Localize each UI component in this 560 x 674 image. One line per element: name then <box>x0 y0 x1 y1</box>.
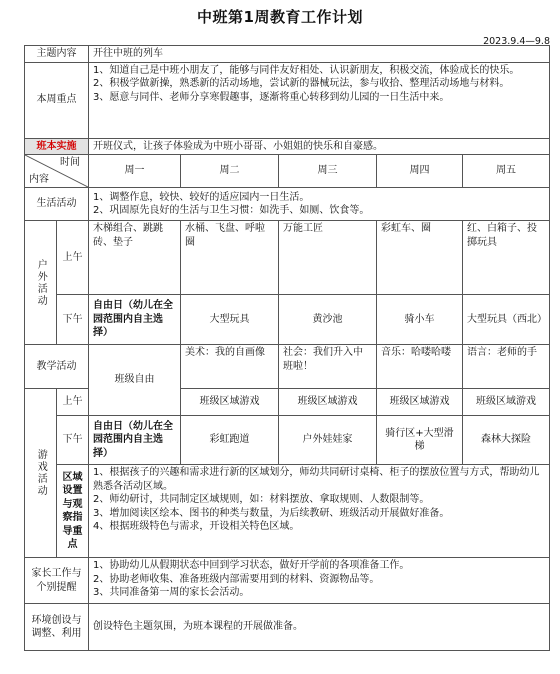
teaching-cell: 音乐：哈喽哈喽 <box>377 345 463 389</box>
focus-label: 本周重点 <box>25 62 89 138</box>
guide-item: 4、根据班级特色与需求，开设相关特色区域。 <box>93 521 300 532</box>
days-header-row <box>25 155 550 188</box>
life-activity-row <box>25 188 550 221</box>
outdoor-am-cell: 水桶、飞盘、呼啦圈 <box>181 221 279 295</box>
life-item: 2、巩固原先良好的生活与卫生习惯：如洗手、如厕、饮食等。 <box>93 205 370 216</box>
environment-label: 环境创设与调整、利用 <box>25 604 89 651</box>
outdoor-pm-cell: 大型玩具 <box>181 295 279 345</box>
class-activity-label: 班本实施 <box>25 138 89 155</box>
date-range: 2023.9.4—9.8 <box>483 36 550 47</box>
game-pm-row <box>25 416 550 465</box>
outdoor-am-label: 上午 <box>57 221 89 295</box>
parents-item: 3、共同准备第一周的家长会活动。 <box>93 587 250 598</box>
theme-label: 主题内容 <box>25 46 89 63</box>
outdoor-pm-label: 下午 <box>57 295 89 345</box>
corner-content-label: 内容 <box>29 173 49 185</box>
page-title: 中班第1周教育工作计划 <box>197 8 363 26</box>
outdoor-am-cell: 彩虹车、圈 <box>377 221 463 295</box>
environment-value: 创设特色主题氛围，为班本课程的开展做准备。 <box>89 604 550 651</box>
game-guide-label: 区域设置与观察指导重点 <box>57 465 89 558</box>
day-header: 周四 <box>377 155 463 188</box>
teaching-monday-cell: 班级自由 <box>89 345 181 416</box>
corner-time-label: 时间 <box>60 157 80 168</box>
game-pm-cell: 户外娃娃家 <box>279 416 377 465</box>
game-pm-cell: 森林大探险 <box>463 416 550 465</box>
life-activity-content <box>89 188 550 221</box>
game-pm-label: 下午 <box>57 416 89 465</box>
header-corner-cell <box>25 155 89 188</box>
theme-value: 开往中班的列车 <box>89 46 550 63</box>
game-activity-label-text: 游戏活动 <box>35 449 47 497</box>
parents-item: 2、协助老师收集、准备班级内部需要用到的材料、资源物品等。 <box>93 573 380 585</box>
outdoor-pm-cell: 黄沙池 <box>279 295 377 345</box>
class-activity-row <box>25 138 550 155</box>
day-header: 周五 <box>463 155 550 188</box>
focus-item: 2、积极学做新操，熟悉新的活动场地，尝试新的器械玩法，参与收拾、整理活动场地与材料。 <box>93 78 510 89</box>
life-item: 1、调整作息，较快、较好的适应园内一日生活。 <box>93 191 310 203</box>
game-pm-cell: 骑行区+大型滑梯 <box>377 416 463 465</box>
focus-row <box>25 62 550 138</box>
game-activity-label <box>25 389 57 558</box>
teaching-label: 教学活动 <box>25 345 89 389</box>
teaching-cell: 社会：我们升入中班啦！ <box>279 345 377 389</box>
parents-item: 1、协助幼儿从假期状态中回到学习状态，做好开学前的各项准备工作。 <box>93 560 410 571</box>
outdoor-pm-row <box>25 295 550 345</box>
guide-item: 2、师幼研讨，共同制定区域规则，如：材料摆放、拿取规则、人数限制等。 <box>93 494 430 505</box>
focus-content <box>89 62 550 138</box>
environment-row <box>25 604 550 651</box>
game-am-cell: 班级区域游戏 <box>279 389 377 416</box>
game-pm-cell: 彩虹跑道 <box>181 416 279 465</box>
outdoor-pm-cell: 自由日（幼儿在全园范围内自主选择） <box>89 295 181 345</box>
outdoor-am-cell: 万能工匠 <box>279 221 377 295</box>
outdoor-activity-label <box>25 221 57 345</box>
game-guide-row <box>25 465 550 558</box>
game-guide-content <box>89 465 550 558</box>
day-header: 周一 <box>89 155 181 188</box>
teaching-cell: 美术：我的自画像 <box>181 345 279 389</box>
focus-item: 3、愿意与同伴、老师分享寒假趣事，逐渐将重心转移到幼儿园的一日生活中来。 <box>93 91 450 103</box>
game-am-cell: 班级区域游戏 <box>377 389 463 416</box>
outdoor-am-cell: 红、白箱子、投掷玩具 <box>463 221 550 295</box>
day-header: 周三 <box>279 155 377 188</box>
outdoor-pm-cell: 大型玩具（西北） <box>463 295 550 345</box>
parents-label: 家长工作与个别提醒 <box>25 558 89 604</box>
game-am-cell: 班级区域游戏 <box>463 389 550 416</box>
game-pm-cell: 自由日（幼儿在全园范围内自主选择） <box>89 416 181 465</box>
guide-item: 3、增加阅读区绘本、图书的种类与数量，为后续教研、班级活动开展做好准备。 <box>93 507 450 519</box>
game-am-label: 上午 <box>57 389 89 416</box>
outdoor-am-cell: 木梯组合、跳跳砖、垫子 <box>89 221 181 295</box>
outdoor-activity-label-text: 户外活动 <box>35 258 47 307</box>
game-am-cell: 班级区域游戏 <box>181 389 279 416</box>
life-activity-label: 生活活动 <box>25 188 89 221</box>
outdoor-pm-cell: 骑小车 <box>377 295 463 345</box>
outdoor-am-row <box>25 221 550 295</box>
day-header: 周二 <box>181 155 279 188</box>
teaching-cell: 语言：老师的手 <box>463 345 550 389</box>
theme-row <box>25 46 550 63</box>
teaching-row <box>25 345 550 389</box>
parents-content <box>89 558 550 604</box>
focus-item: 1、知道自己是中班小朋友了，能够与同伴友好相处、认识新朋友，积极交流，体验成长的快乐。 <box>93 64 520 76</box>
guide-item: 1、根据孩子的兴趣和需求进行新的区域划分，师幼共同研讨桌椅、柜子的摆放位置与方式，帮助幼儿熟悉各活动区域。 <box>93 467 540 492</box>
class-activity-value: 开班仪式，让孩子体验成为中班小哥哥、小姐姐的快乐和自豪感。 <box>89 138 550 155</box>
parents-row <box>25 558 550 604</box>
weekly-plan-table <box>24 45 550 651</box>
